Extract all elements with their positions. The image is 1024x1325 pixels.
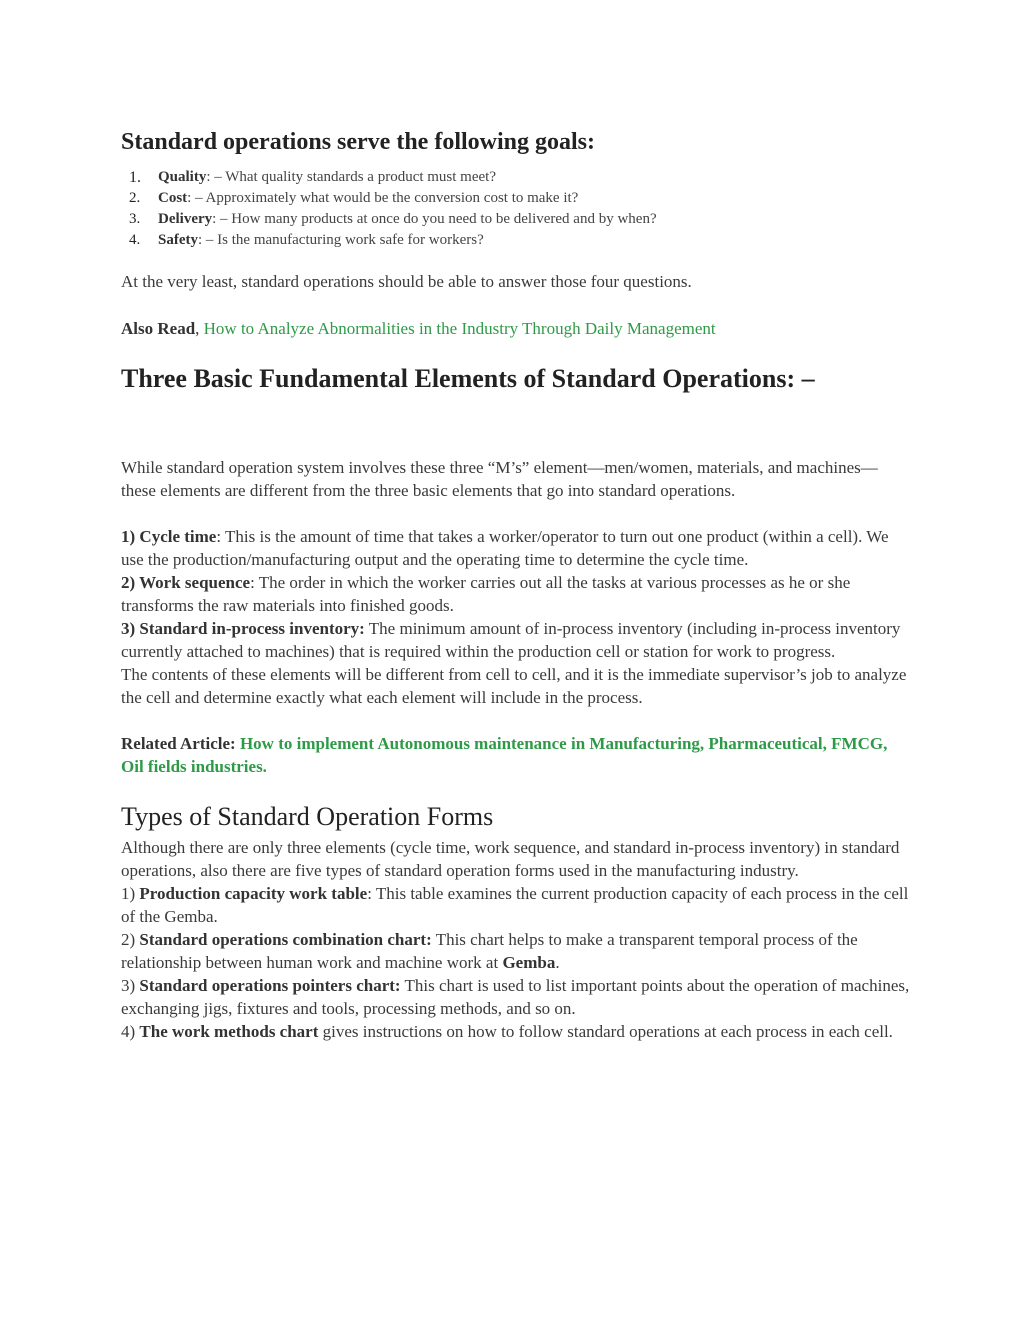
form-number: 3) bbox=[121, 976, 140, 996]
list-number: 3. bbox=[129, 210, 141, 227]
goal-text: : – Is the manufacturing work safe for workers? bbox=[198, 231, 484, 248]
inventory-label: 3) Standard in-process inventory: bbox=[121, 618, 365, 638]
also-read-link[interactable]: How to Analyze Abnormalities in the Industry Through Daily Management bbox=[203, 318, 716, 338]
article-body bbox=[121, 128, 911, 1043]
form-text: : This table examines the current production capacity of each process in the cell of the Gemba. bbox=[121, 884, 909, 927]
list-number: 1. bbox=[129, 168, 141, 186]
goal-term: Delivery bbox=[158, 210, 213, 227]
types-paragraph bbox=[121, 836, 911, 1043]
form-text: gives instructions on how to follow standard operations at each process in each cell. bbox=[318, 1022, 893, 1042]
list-number: 2. bbox=[129, 189, 141, 206]
contents-text: The contents of these elements will be different from cell to cell, and it is the immediate supervisor’s job to analyze the cell and determine exactly what each element will include in the process. bbox=[121, 664, 907, 707]
three-elements-intro: While standard operation system involves these three “M’s” element—men/women, materials, and machines—these elements are different from the three basic elements that go into standard operations. bbox=[121, 457, 878, 500]
goal-text: : – What quality standards a product must meet? bbox=[206, 168, 496, 185]
related-article-line bbox=[121, 732, 911, 778]
form-label-combination-chart: Standard operations combination chart: bbox=[139, 930, 432, 950]
also-read-separator: , bbox=[195, 318, 204, 338]
related-article-link[interactable]: How to implement Autonomous maintenance in Manufacturing, Pharmaceutical, FMCG, Oil fields industries. bbox=[121, 733, 888, 776]
form-number: 4) bbox=[121, 1022, 140, 1042]
goal-item-safety bbox=[121, 230, 911, 251]
goals-summary: At the very least, standard operations should be able to answer those four questions. bbox=[121, 271, 692, 291]
elements-paragraph bbox=[121, 525, 911, 709]
goal-term: Safety bbox=[158, 231, 198, 248]
cycle-time-text: : This is the amount of time that takes a worker/operator to turn out one product (within a cell). We use the production/manufacturing output and the operating time to determine the cycle time. bbox=[121, 526, 889, 569]
form-number: 1) bbox=[121, 884, 140, 904]
three-elements-heading: Three Basic Fundamental Elements of Standard Operations: – bbox=[121, 363, 815, 393]
goal-text: : – Approximately what would be the conversion cost to make it? bbox=[187, 189, 579, 206]
list-number: 4. bbox=[129, 231, 141, 248]
form-text: This chart is used to list important points about the operation of machines, exchanging jigs, fixtures and tools, processing methods, and so on. bbox=[121, 976, 910, 1019]
work-sequence-text: : The order in which the worker carries out all the tasks at various processes as he or she transforms the raw materials into finished goods. bbox=[121, 572, 851, 615]
types-heading: Types of Standard Operation Forms bbox=[121, 801, 494, 831]
form-label-pointers-chart: Standard operations pointers chart: bbox=[139, 976, 401, 996]
form-number: 2) bbox=[121, 930, 140, 950]
cycle-time-label: 1) Cycle time bbox=[121, 526, 217, 546]
form-text-end: . bbox=[555, 953, 560, 973]
goal-item-delivery bbox=[121, 209, 911, 230]
form-label-work-methods-chart: The work methods chart bbox=[139, 1022, 319, 1042]
goal-text: : – How many products at once do you need to be delivered and by when? bbox=[212, 210, 657, 227]
goals-heading: Standard operations serve the following goals: bbox=[121, 129, 595, 155]
goal-item-cost bbox=[121, 188, 911, 209]
also-read-line bbox=[121, 317, 911, 340]
work-sequence-label: 2) Work sequence bbox=[121, 572, 251, 592]
form-text: This chart helps to make a transparent temporal process of the relationship between human work and machine work at bbox=[121, 930, 858, 973]
goal-term: Cost bbox=[158, 189, 188, 206]
inventory-text: The minimum amount of in-process inventory (including in-process inventory currently attached to machines) that is required within the production cell or station for work to progress. bbox=[121, 618, 901, 661]
gemba-term: Gemba bbox=[502, 953, 556, 973]
types-intro: Although there are only three elements (cycle time, work sequence, and standard in-process inventory) in standard operations, also there are five types of standard operation forms used in the manufacturing industry. bbox=[121, 838, 900, 881]
goals-list bbox=[121, 167, 911, 251]
goal-item-quality bbox=[121, 167, 911, 188]
also-read-label: Also Read bbox=[121, 318, 196, 338]
form-label-production-capacity: Production capacity work table bbox=[139, 884, 368, 904]
goal-term: Quality bbox=[158, 168, 207, 185]
related-article-label: Related Article: bbox=[121, 733, 236, 753]
